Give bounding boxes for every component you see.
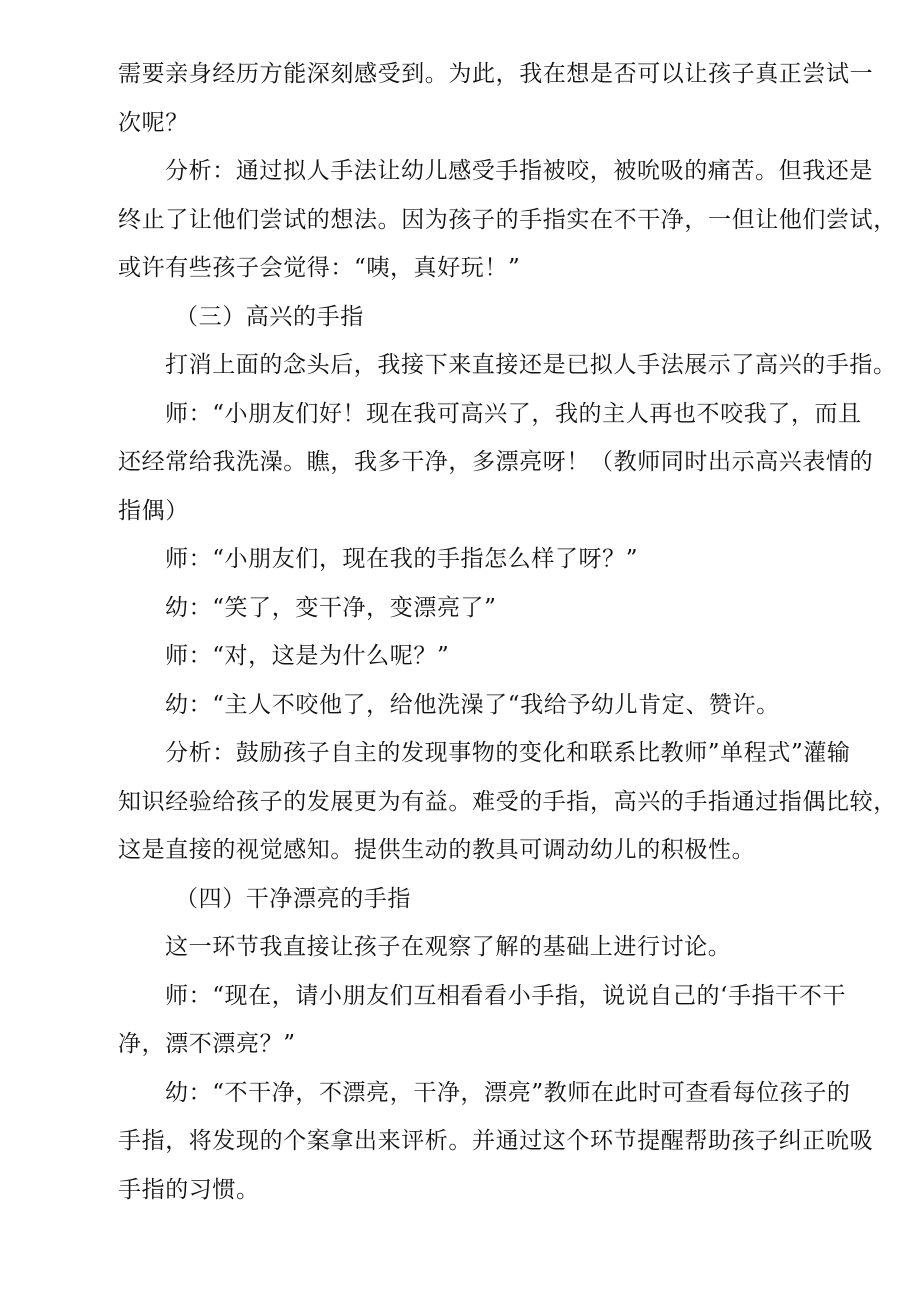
dialogue-line: 幼：“不干净，不漂亮，干净，漂亮”教师在此时可查看每位孩子的 [165,1080,851,1106]
paragraph-line: 这一环节我直接让孩子在观察了解的基础上进行讨论。 [165,934,732,960]
dialogue-line: 师：“对，这是为什么呢？” [165,643,450,669]
analysis-line: 分析：鼓励孩子自主的发现事物的变化和联系比教师”单程式”灌输 [165,740,851,766]
paragraph-line: 知识经验给孩子的发展更为有益。难受的手指，高兴的手指通过指偶比较， [118,789,897,815]
paragraph-line: 指偶） [118,498,189,524]
analysis-line: 分析：通过拟人手法让幼儿感受手指被咬，被吮吸的痛苦。但我还是 [165,158,873,184]
paragraph-line: 净，漂不漂亮？” [118,1031,296,1057]
paragraph-line: 手指，将发现的个案拿出来评析。并通过这个环节提醒帮助孩子纠正吮吸 [118,1128,874,1154]
paragraph-line: 打消上面的念头后，我接下来直接还是已拟人手法展示了高兴的手指。 [165,352,897,378]
paragraph-line: 手指的习惯。 [118,1177,260,1203]
paragraph-line: 终止了让他们尝试的想法。因为孩子的手指实在不干净，一但让他们尝试， [118,207,897,233]
paragraph-line: 次呢？ [118,110,189,136]
dialogue-line: 幼：“主人不咬他了，给他洗澡了“我给予幼儿肯定、赞许。 [165,692,780,718]
dialogue-line: 幼：“笑了，变干净，变漂亮了” [165,595,497,621]
section-heading: （四）干净漂亮的手指 [175,886,411,912]
paragraph-line: 需要亲身经历方能深刻感受到。为此，我在想是否可以让孩子真正尝试一 [118,61,874,87]
dialogue-line: 师：“小朋友们好！现在我可高兴了，我的主人再也不咬我了，而且 [165,401,862,427]
dialogue-line: 师：“小朋友们，现在我的手指怎么样了呀？” [165,546,639,572]
section-heading: （三）高兴的手指 [175,304,364,330]
paragraph-line: 还经常给我洗澡。瞧，我多干净，多漂亮呀！（教师同时出示高兴表情的 [118,449,874,475]
paragraph-line: 这是直接的视觉感知。提供生动的教具可调动幼儿的积极性。 [118,837,756,863]
paragraph-line: 或许有些孩子会觉得：“咦，真好玩！” [118,255,521,281]
dialogue-line: 师：“现在，请小朋友们互相看看小手指，说说自己的‘手指干不干 [165,983,847,1009]
